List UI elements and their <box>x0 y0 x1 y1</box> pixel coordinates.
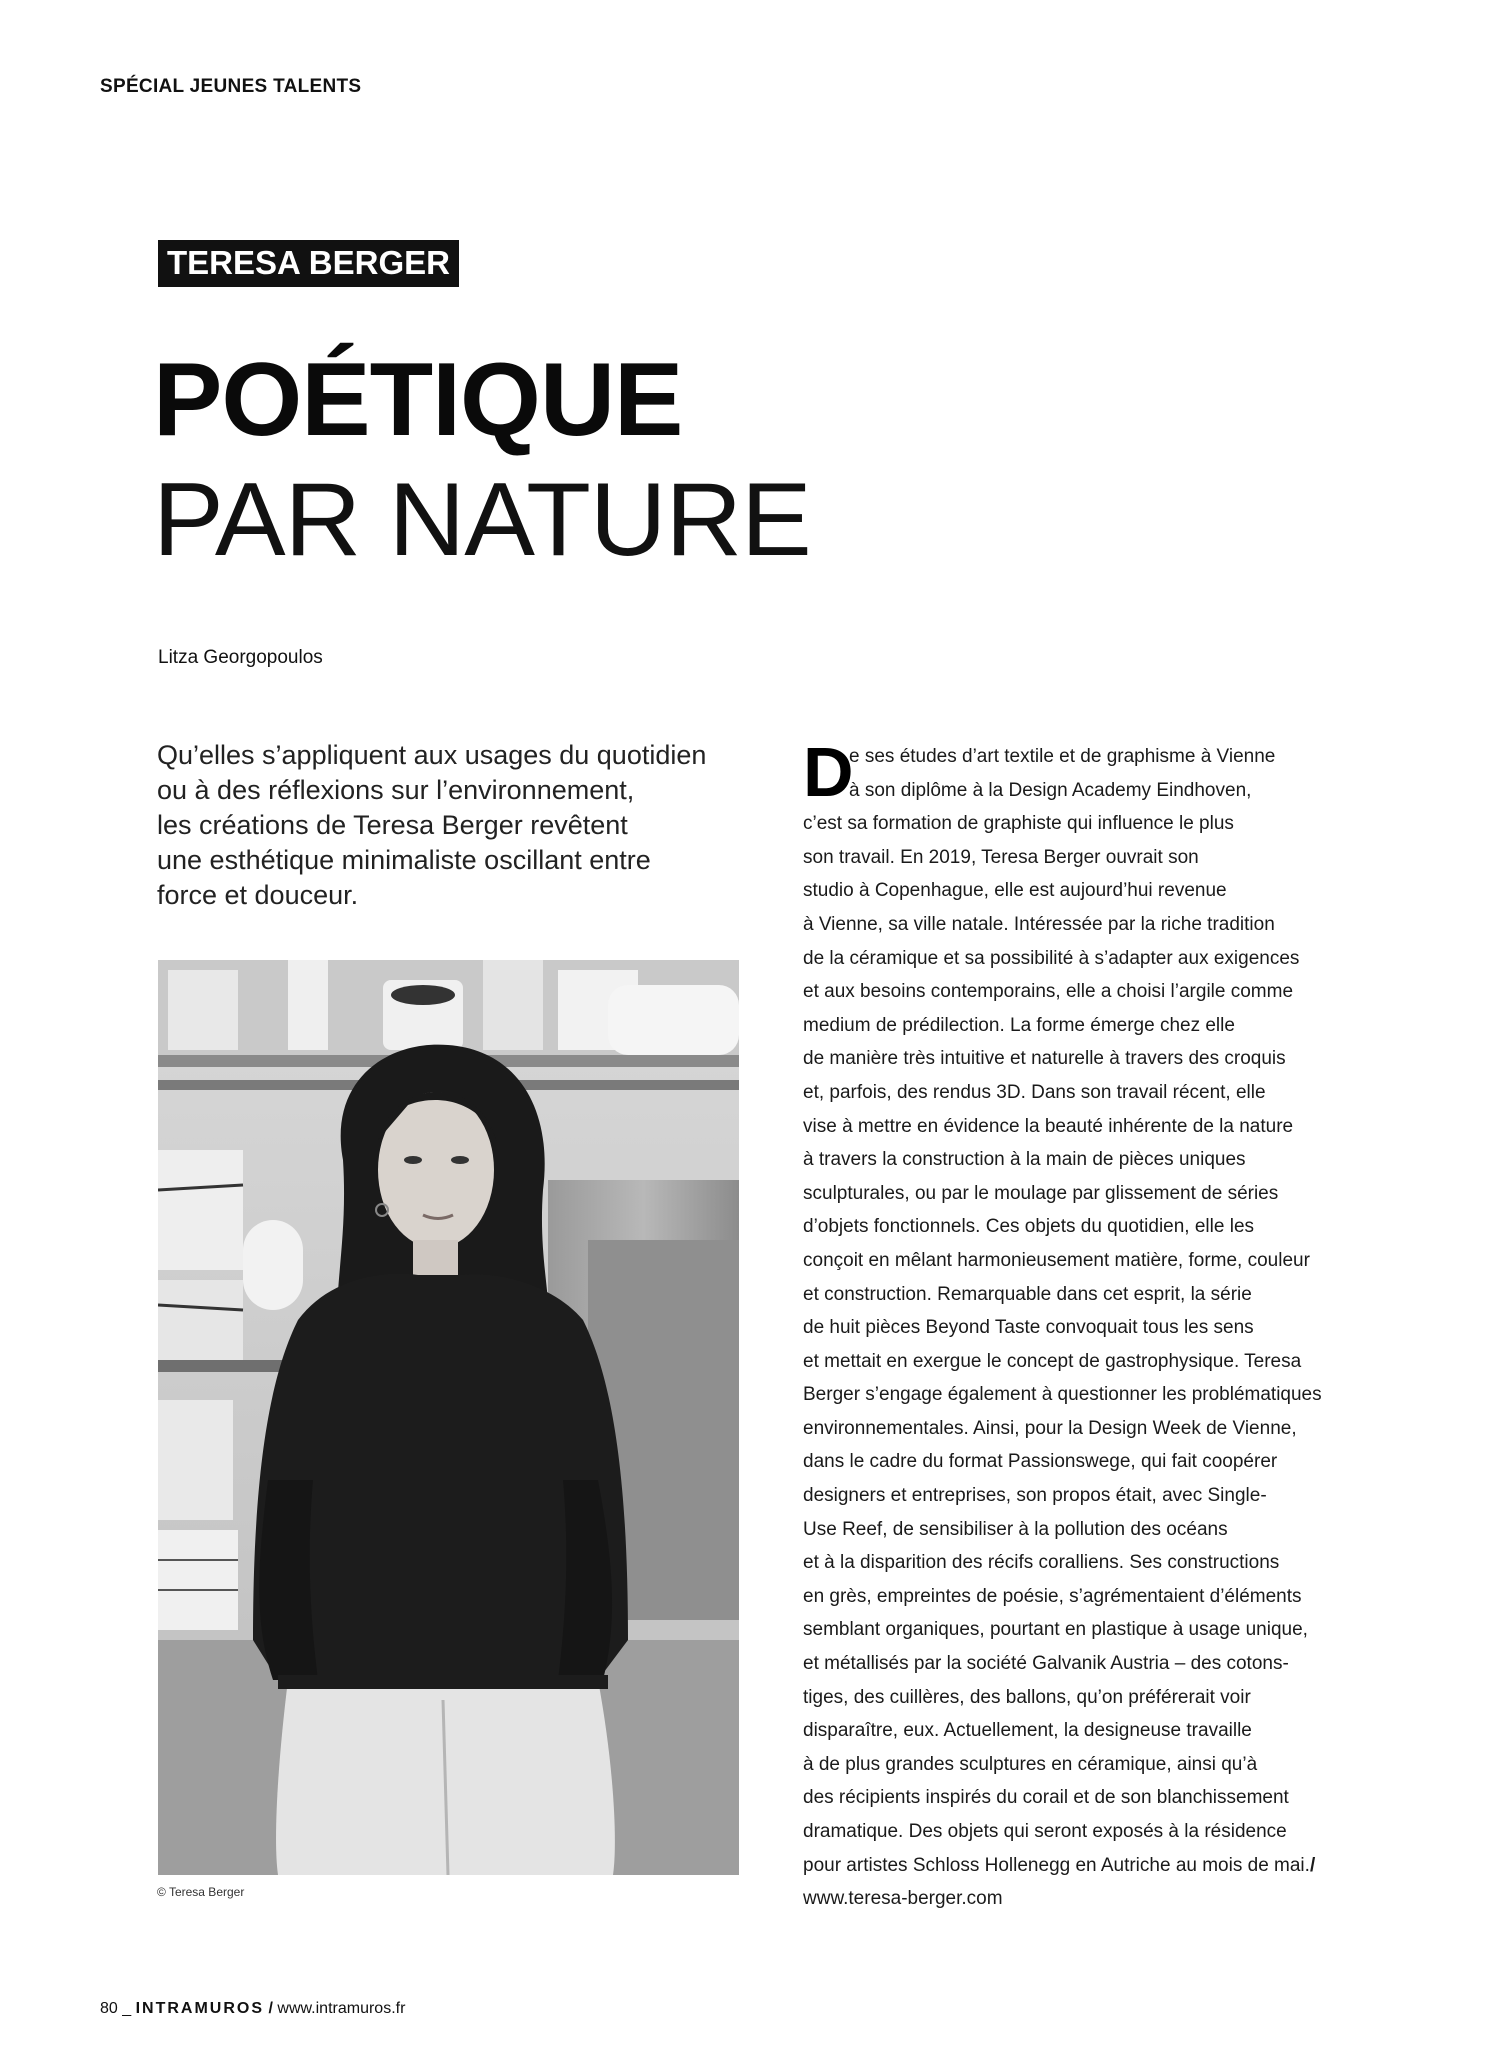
headline-bold: POÉTIQUE <box>153 342 683 458</box>
body-line: dramatique. Des objets qui seront exposés à la résidence <box>803 1821 1287 1842</box>
article-body <box>803 733 1363 1916</box>
body-line: dans le cadre du format Passionswege, qui fait coopérer <box>803 1451 1278 1473</box>
body-line: e ses études d’art textile et de graphisme à Vienne <box>849 746 1276 767</box>
body-line: medium de prédilection. La forme émerge chez elle <box>803 1014 1235 1036</box>
body-line: studio à Copenhague, elle est aujourd’hui revenue <box>803 880 1227 902</box>
body-line: environnementales. Ainsi, pour la Design Week de Vienne, <box>803 1417 1297 1439</box>
end-mark: / <box>1309 1854 1316 1876</box>
page-footer <box>100 2000 405 2018</box>
body-line: tiges, des cuillères, des ballons, qu’on préférerait voir <box>803 1686 1251 1708</box>
body-line: de huit pièces Beyond Taste convoquait tous les sens <box>803 1317 1254 1339</box>
body-line: disparaître, eux. Actuellement, la designeuse travaille <box>803 1720 1252 1742</box>
body-line: et mettait en exergue le concept de gastrophysique. Teresa <box>803 1350 1302 1372</box>
headline-light: PAR NATURE <box>153 462 811 578</box>
body-line: des récipients inspirés du corail et de son blanchissement <box>803 1787 1289 1809</box>
body-line: en grès, empreintes de poésie, s’agrémentaient d’éléments <box>803 1585 1302 1607</box>
magazine-brand: INTRAMUROS <box>135 2000 265 2017</box>
body-line: et à la disparition des récifs coralliens. Ses constructions <box>803 1552 1280 1574</box>
body-line: c’est sa formation de graphiste qui influence le plus <box>803 813 1234 835</box>
intro-paragraph <box>157 738 757 913</box>
portrait-photo <box>158 960 739 1875</box>
body-line: sculpturales, ou par le moulage par glissement de séries <box>803 1182 1279 1204</box>
body-line: à Vienne, sa ville natale. Intéressée par la riche tradition <box>803 913 1275 935</box>
body-line: designers et entreprises, son propos était, avec Single- <box>803 1485 1267 1507</box>
intro-line: ou à des réflexions sur l’environnement, <box>157 775 635 805</box>
page-number: 80 _ <box>100 2000 132 2017</box>
footer-url[interactable]: www.intramuros.fr <box>277 2000 406 2017</box>
body-line: de la céramique et sa possibilité à s’adapter aux exigences <box>803 947 1300 969</box>
section-label: SPÉCIAL JEUNES TALENTS <box>100 76 362 97</box>
body-line: Use Reef, de sensibiliser à la pollution des océans <box>803 1518 1228 1540</box>
intro-line: force et douceur. <box>157 880 359 910</box>
designer-name-tag: TERESA BERGER <box>158 240 459 287</box>
body-line: et construction. Remarquable dans cet esprit, la série <box>803 1283 1252 1305</box>
footer-separator: / <box>268 2000 273 2017</box>
body-line: et, parfois, des rendus 3D. Dans son travail récent, elle <box>803 1081 1266 1103</box>
website-link[interactable]: www.teresa-berger.com <box>803 1888 1003 1910</box>
intro-line: Qu’elles s’appliquent aux usages du quotidien <box>157 740 707 770</box>
body-line: son travail. En 2019, Teresa Berger ouvrait son <box>803 846 1199 868</box>
body-line: conçoit en mêlant harmonieusement matière, forme, couleur <box>803 1249 1310 1271</box>
intro-line: les créations de Teresa Berger revêtent <box>157 810 628 840</box>
body-line-text: pour artistes Schloss Hollenegg en Autriche au mois de mai. <box>803 1854 1310 1876</box>
portrait-illustration <box>158 960 739 1875</box>
body-line: d’objets fonctionnels. Ces objets du quotidien, elle les <box>803 1216 1255 1238</box>
body-line: de manière très intuitive et naturelle à travers des croquis <box>803 1048 1286 1070</box>
intro-line: une esthétique minimaliste oscillant entre <box>157 845 651 875</box>
body-line: à son diplôme à la Design Academy Eindhoven, <box>849 779 1252 801</box>
body-line: Berger s’engage également à questionner les problématiques <box>803 1384 1322 1406</box>
body-line: vise à mettre en évidence la beauté inhérente de la nature <box>803 1115 1294 1137</box>
body-line: semblant organiques, pourtant en plastique à usage unique, <box>803 1619 1308 1641</box>
body-line: et aux besoins contemporains, elle a choisi l’argile comme <box>803 981 1294 1003</box>
body-line: à de plus grandes sculptures en céramique, ainsi qu’à <box>803 1753 1258 1775</box>
body-line: et métallisés par la société Galvanik Austria – des cotons- <box>803 1653 1289 1675</box>
photo-credit: © Teresa Berger <box>157 1885 245 1899</box>
drop-cap: D <box>803 733 854 811</box>
body-line-last <box>803 1849 1363 1883</box>
body-line: à travers la construction à la main de pièces uniques <box>803 1149 1246 1171</box>
author-byline: Litza Georgopoulos <box>158 647 323 668</box>
